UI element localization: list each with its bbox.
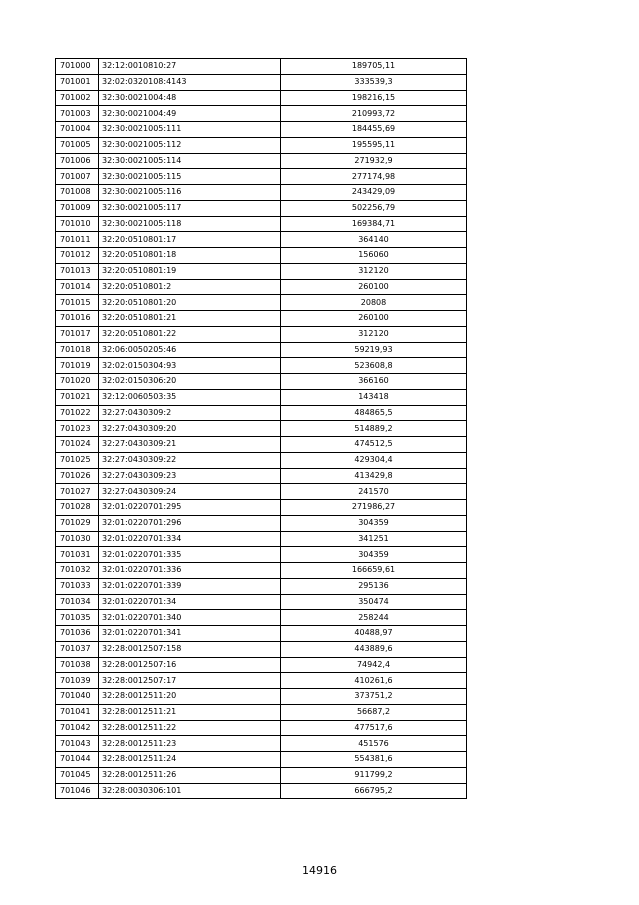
cadastral-number-cell: 32:30:0021005:116 [99, 185, 281, 201]
value-cell: 304359 [281, 547, 467, 563]
table-row [56, 673, 467, 689]
cadastral-number-cell: 32:01:0220701:334 [99, 531, 281, 547]
value-cell: 169384,71 [281, 216, 467, 232]
table-row [56, 295, 467, 311]
value-cell: 514889,2 [281, 421, 467, 437]
page-number: 14916 [302, 864, 337, 877]
cadastral-number-cell: 32:30:0021005:118 [99, 216, 281, 232]
row-id-cell: 701034 [56, 594, 99, 610]
table-row [56, 610, 467, 626]
value-cell: 312120 [281, 326, 467, 342]
row-id-cell: 701026 [56, 468, 99, 484]
row-id-cell: 701036 [56, 626, 99, 642]
cadastral-number-cell: 32:01:0220701:295 [99, 500, 281, 516]
value-cell: 477517,6 [281, 720, 467, 736]
cadastral-number-cell: 32:27:0430309:2 [99, 405, 281, 421]
value-cell: 241570 [281, 484, 467, 500]
cadastral-number-cell: 32:27:0430309:24 [99, 484, 281, 500]
cadastral-number-cell: 32:20:0510801:21 [99, 311, 281, 327]
cadastral-number-cell: 32:28:0012511:22 [99, 720, 281, 736]
cadastral-number-cell: 32:30:0021005:117 [99, 200, 281, 216]
cadastral-number-cell: 32:02:0150304:93 [99, 358, 281, 374]
table-row [56, 689, 467, 705]
table-row [56, 326, 467, 342]
value-cell: 410261,6 [281, 673, 467, 689]
row-id-cell: 701028 [56, 500, 99, 516]
table-row [56, 216, 467, 232]
cadastral-number-cell: 32:12:0010810:27 [99, 59, 281, 75]
row-id-cell: 701035 [56, 610, 99, 626]
row-id-cell: 701044 [56, 752, 99, 768]
cadastral-number-cell: 32:30:0021005:112 [99, 137, 281, 153]
cadastral-number-cell: 32:01:0220701:34 [99, 594, 281, 610]
cadastral-number-cell: 32:28:0012507:158 [99, 641, 281, 657]
table-row [56, 200, 467, 216]
table-row [56, 311, 467, 327]
value-cell: 277174,98 [281, 169, 467, 185]
value-cell: 271986,27 [281, 500, 467, 516]
value-cell: 366160 [281, 374, 467, 390]
row-id-cell: 701021 [56, 389, 99, 405]
row-id-cell: 701001 [56, 74, 99, 90]
value-cell: 523608,8 [281, 358, 467, 374]
cadastral-number-cell: 32:28:0012511:24 [99, 752, 281, 768]
row-id-cell: 701010 [56, 216, 99, 232]
row-id-cell: 701004 [56, 122, 99, 138]
value-cell: 258244 [281, 610, 467, 626]
table-row [56, 594, 467, 610]
cadastral-number-cell: 32:28:0012507:16 [99, 657, 281, 673]
cadastral-number-cell: 32:06:0050205:46 [99, 342, 281, 358]
value-cell: 443889,6 [281, 641, 467, 657]
table-row [56, 90, 467, 106]
table-row [56, 783, 467, 799]
cadastral-number-cell: 32:30:0021005:114 [99, 153, 281, 169]
value-cell: 166659,61 [281, 563, 467, 579]
cadastral-number-cell: 32:27:0430309:22 [99, 452, 281, 468]
value-cell: 59219,93 [281, 342, 467, 358]
table-row [56, 106, 467, 122]
cadastral-number-cell: 32:30:0021005:111 [99, 122, 281, 138]
row-id-cell: 701006 [56, 153, 99, 169]
value-cell: 143418 [281, 389, 467, 405]
cadastral-number-cell: 32:28:0012511:23 [99, 736, 281, 752]
row-id-cell: 701039 [56, 673, 99, 689]
cadastral-number-cell: 32:20:0510801:2 [99, 279, 281, 295]
row-id-cell: 701012 [56, 248, 99, 264]
cadastral-number-cell: 32:12:0060503:35 [99, 389, 281, 405]
value-cell: 40488,97 [281, 626, 467, 642]
value-cell: 304359 [281, 515, 467, 531]
row-id-cell: 701032 [56, 563, 99, 579]
cadastral-number-cell: 32:28:0012511:26 [99, 767, 281, 783]
table-row [56, 767, 467, 783]
value-cell: 364140 [281, 232, 467, 248]
row-id-cell: 701020 [56, 374, 99, 390]
row-id-cell: 701013 [56, 263, 99, 279]
value-cell: 295136 [281, 578, 467, 594]
table-row [56, 122, 467, 138]
cadastral-number-cell: 32:30:0021004:48 [99, 90, 281, 106]
row-id-cell: 701033 [56, 578, 99, 594]
value-cell: 666795,2 [281, 783, 467, 799]
value-cell: 195595,11 [281, 137, 467, 153]
table-row [56, 137, 467, 153]
cadastral-number-cell: 32:01:0220701:336 [99, 563, 281, 579]
cadastral-number-cell: 32:20:0510801:18 [99, 248, 281, 264]
row-id-cell: 701016 [56, 311, 99, 327]
table-row [56, 374, 467, 390]
table-row [56, 704, 467, 720]
cadastral-number-cell: 32:28:0030306:101 [99, 783, 281, 799]
value-cell: 56687,2 [281, 704, 467, 720]
cadastral-number-cell: 32:01:0220701:340 [99, 610, 281, 626]
row-id-cell: 701022 [56, 405, 99, 421]
value-cell: 156060 [281, 248, 467, 264]
row-id-cell: 701042 [56, 720, 99, 736]
cadastral-number-cell: 32:01:0220701:341 [99, 626, 281, 642]
table-row [56, 342, 467, 358]
table-row [56, 468, 467, 484]
cadastral-number-cell: 32:20:0510801:19 [99, 263, 281, 279]
table-row [56, 484, 467, 500]
row-id-cell: 701040 [56, 689, 99, 705]
cadastral-number-cell: 32:28:0012511:21 [99, 704, 281, 720]
table-row [56, 752, 467, 768]
value-cell: 413429,8 [281, 468, 467, 484]
row-id-cell: 701011 [56, 232, 99, 248]
table-row [56, 358, 467, 374]
table-row [56, 641, 467, 657]
table-row [56, 437, 467, 453]
value-cell: 502256,79 [281, 200, 467, 216]
row-id-cell: 701046 [56, 783, 99, 799]
cadastral-number-cell: 32:02:0150306:20 [99, 374, 281, 390]
cadastral-number-cell: 32:30:0021004:49 [99, 106, 281, 122]
value-cell: 350474 [281, 594, 467, 610]
table-row [56, 232, 467, 248]
cadastral-number-cell: 32:30:0021005:115 [99, 169, 281, 185]
table-row [56, 657, 467, 673]
row-id-cell: 701023 [56, 421, 99, 437]
table-row [56, 185, 467, 201]
row-id-cell: 701017 [56, 326, 99, 342]
value-cell: 333539,3 [281, 74, 467, 90]
cadastral-number-cell: 32:27:0430309:20 [99, 421, 281, 437]
cadastral-number-cell: 32:01:0220701:339 [99, 578, 281, 594]
row-id-cell: 701037 [56, 641, 99, 657]
table-row [56, 421, 467, 437]
row-id-cell: 701024 [56, 437, 99, 453]
value-cell: 184455,69 [281, 122, 467, 138]
table-row [56, 736, 467, 752]
row-id-cell: 701038 [56, 657, 99, 673]
row-id-cell: 701025 [56, 452, 99, 468]
row-id-cell: 701027 [56, 484, 99, 500]
value-cell: 554381,6 [281, 752, 467, 768]
value-cell: 271932,9 [281, 153, 467, 169]
row-id-cell: 701045 [56, 767, 99, 783]
table-row [56, 531, 467, 547]
value-cell: 429304,4 [281, 452, 467, 468]
table-row [56, 248, 467, 264]
row-id-cell: 701030 [56, 531, 99, 547]
row-id-cell: 701041 [56, 704, 99, 720]
table-row [56, 500, 467, 516]
cadastral-number-cell: 32:20:0510801:22 [99, 326, 281, 342]
value-cell: 189705,11 [281, 59, 467, 75]
cadastral-number-cell: 32:02:0320108:4143 [99, 74, 281, 90]
row-id-cell: 701031 [56, 547, 99, 563]
table-row [56, 59, 467, 75]
value-cell: 373751,2 [281, 689, 467, 705]
cadastral-number-cell: 32:01:0220701:296 [99, 515, 281, 531]
value-cell: 74942,4 [281, 657, 467, 673]
value-cell: 243429,09 [281, 185, 467, 201]
value-cell: 210993,72 [281, 106, 467, 122]
value-cell: 198216,15 [281, 90, 467, 106]
cadastral-number-cell: 32:20:0510801:20 [99, 295, 281, 311]
table-row [56, 578, 467, 594]
data-table-body [56, 59, 467, 799]
table-row [56, 405, 467, 421]
table-row [56, 547, 467, 563]
cadastral-number-cell: 32:28:0012507:17 [99, 673, 281, 689]
row-id-cell: 701002 [56, 90, 99, 106]
table-row [56, 452, 467, 468]
table-row [56, 389, 467, 405]
cadastral-number-cell: 32:01:0220701:335 [99, 547, 281, 563]
row-id-cell: 701029 [56, 515, 99, 531]
row-id-cell: 701009 [56, 200, 99, 216]
data-table [55, 58, 467, 799]
row-id-cell: 701003 [56, 106, 99, 122]
row-id-cell: 701043 [56, 736, 99, 752]
value-cell: 312120 [281, 263, 467, 279]
value-cell: 20808 [281, 295, 467, 311]
table-row [56, 515, 467, 531]
row-id-cell: 701015 [56, 295, 99, 311]
row-id-cell: 701019 [56, 358, 99, 374]
row-id-cell: 701008 [56, 185, 99, 201]
cadastral-number-cell: 32:28:0012511:20 [99, 689, 281, 705]
row-id-cell: 701014 [56, 279, 99, 295]
row-id-cell: 701018 [56, 342, 99, 358]
row-id-cell: 701005 [56, 137, 99, 153]
table-row [56, 279, 467, 295]
value-cell: 260100 [281, 279, 467, 295]
cadastral-number-cell: 32:27:0430309:21 [99, 437, 281, 453]
value-cell: 911799,2 [281, 767, 467, 783]
table-row [56, 563, 467, 579]
table-row [56, 74, 467, 90]
value-cell: 451576 [281, 736, 467, 752]
table-row [56, 169, 467, 185]
row-id-cell: 701007 [56, 169, 99, 185]
row-id-cell: 701000 [56, 59, 99, 75]
value-cell: 474512,5 [281, 437, 467, 453]
table-row [56, 153, 467, 169]
value-cell: 260100 [281, 311, 467, 327]
value-cell: 341251 [281, 531, 467, 547]
table-row [56, 263, 467, 279]
table-row [56, 626, 467, 642]
table-row [56, 720, 467, 736]
cadastral-number-cell: 32:20:0510801:17 [99, 232, 281, 248]
value-cell: 484865,5 [281, 405, 467, 421]
cadastral-number-cell: 32:27:0430309:23 [99, 468, 281, 484]
